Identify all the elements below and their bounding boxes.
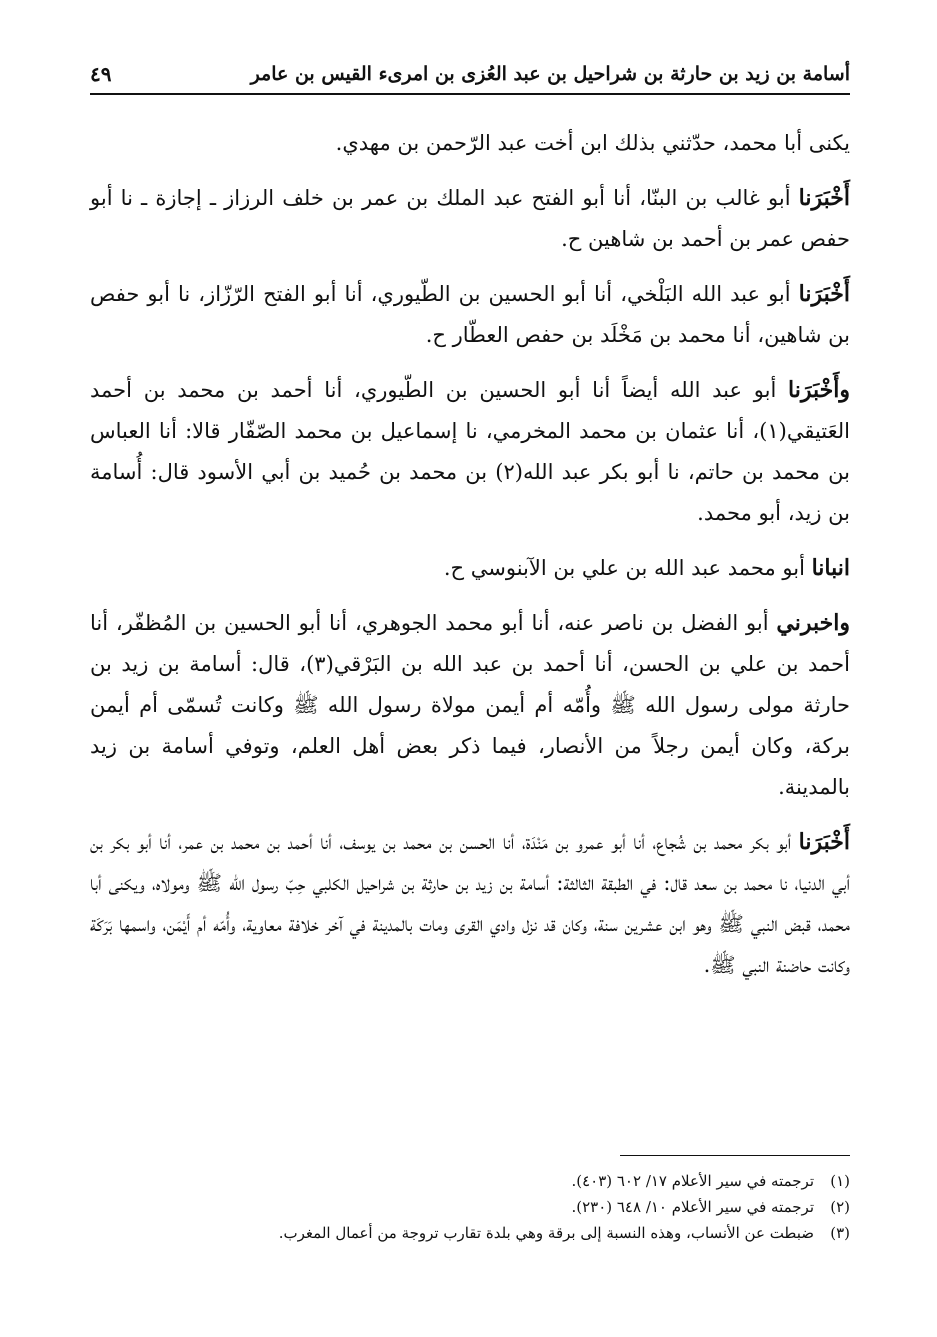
paragraph-lead: أَخْبَرَنا: [798, 281, 850, 307]
page-header: [90, 55, 850, 95]
footnote-number: (٣): [830, 1224, 850, 1242]
paragraph-text: أبو عبد الله أيضاً أنا أبو الحسين بن الطّيوري، أنا أحمد بن محمد بن أحمد العَتيقي(١)، أنا عثمان بن محمد المخرمي، نا إسماعيل بن محمد الصّفّار قالا: أنا العباس بن محمد بن حاتم، نا أبو بكر عبد الله(٢) بن محمد بن حُميد بن أبي الأسود قال: أُسامة بن زيد، أبو محمد.: [90, 378, 850, 525]
paragraph-text: يكنى أبا محمد، حدّثني بذلك ابن أخت عبد الرّحمن بن مهدي.: [335, 131, 850, 155]
paragraph-text: أبو الفضل بن ناصر عنه، أنا أبو محمد الجوهري، أنا أبو الحسين بن المُظفّر، أنا أحمد بن علي بن الحسن، أنا أحمد بن عبد الله بن البَرْقي(٣)، قال: أسامة بن زيد بن حارثة مولى رسول الله ﷺ وأُمّه أم أيمن مولاة رسول الله ﷺ وكانت تُسمّى أم أيمن بركة، وكان أيمن رجلاً من الأنصار، فيما ذكر بعض أهل العلم، وتوفي أسامة بن زيد بالمدينة.: [90, 611, 850, 799]
footnote-text: ترجمته في سير الأعلام ١٠/ ٦٤٨ (٢٣٠).: [571, 1198, 814, 1216]
paragraph: [90, 370, 850, 534]
paragraph-lead: أَخْبَرَنا: [798, 829, 850, 855]
footnote-text: ضبطت عن الأنساب، وهذه النسبة إلى برقة وهي بلدة تقارب تروجة من أعمال المغرب.: [278, 1224, 814, 1242]
paragraph-text: أبو عبد الله البَلْخي، أنا أبو الحسين بن الطّيوري، أنا أبو الفتح الرّزّاز، نا أبو حفص بن شاهين، أنا محمد بن مَخْلَد بن حفص العطّار ح.: [90, 282, 850, 347]
footnote: [90, 1220, 850, 1246]
page-body: [90, 123, 850, 1000]
paragraph-text: أبو بكر محمد بن شُجاع، أنا أبو عمرو بن مَنْدَة، أنا الحسن بن محمد بن يوسف، أنا أحمد بن محمد بن عمر، أنا أبو بكر بن أبي الدنيا، نا محمد بن سعد قال: في الطبقة الثالثة: أسامة بن زيد بن حارثة بن شراحيل الكلبي حِبّ رسول الله ﷺ ومولاه، ويكنى أبا محمد، قبض النبي ﷺ وهو ابن عشرين سنة، وكان قد نزل وادي القرى ومات بالمدينة في آخر خلافة معاوية، وأُمّه أم أَيْمَن، واسمها بَرَكَة وكانت حاضنة النبي ﷺ.: [90, 830, 850, 977]
footnote: [90, 1168, 850, 1194]
paragraph: [90, 274, 850, 356]
footnote-divider: [620, 1155, 850, 1156]
paragraph-lead: واخبرني: [776, 610, 850, 636]
paragraph-lead: انبانا: [811, 555, 850, 581]
paragraph: [90, 822, 850, 986]
paragraph: [90, 603, 850, 808]
footnotes: [90, 1155, 850, 1246]
page-number: ٤٩: [90, 62, 112, 86]
footnote-number: (٢): [830, 1198, 850, 1216]
book-page: [90, 55, 850, 1305]
footnote: [90, 1194, 850, 1220]
paragraph-lead: أَخْبَرَنا: [798, 185, 850, 211]
paragraph: [90, 123, 850, 164]
paragraph: [90, 178, 850, 260]
paragraph-text: أبو محمد عبد الله بن علي بن الآبنوسي ح.: [443, 556, 812, 580]
footnote-number: (١): [830, 1172, 850, 1190]
footnote-text: ترجمته في سير الأعلام ١٧/ ٦٠٢ (٤٠٣).: [571, 1172, 814, 1190]
paragraph: [90, 548, 850, 589]
paragraph-text: أبو غالب بن البنّا، أنا أبو الفتح عبد الملك بن عمر بن خلف الرزاز ـ إجازة ـ نا أبو حفص عمر بن أحمد بن شاهين ح.: [90, 186, 850, 251]
paragraph-lead: وأَخْبَرَنا: [788, 377, 850, 403]
running-title: أسامة بن زيد بن حارثة بن شراحيل بن عبد العُزى بن امرىء القيس بن عامر: [250, 63, 850, 85]
